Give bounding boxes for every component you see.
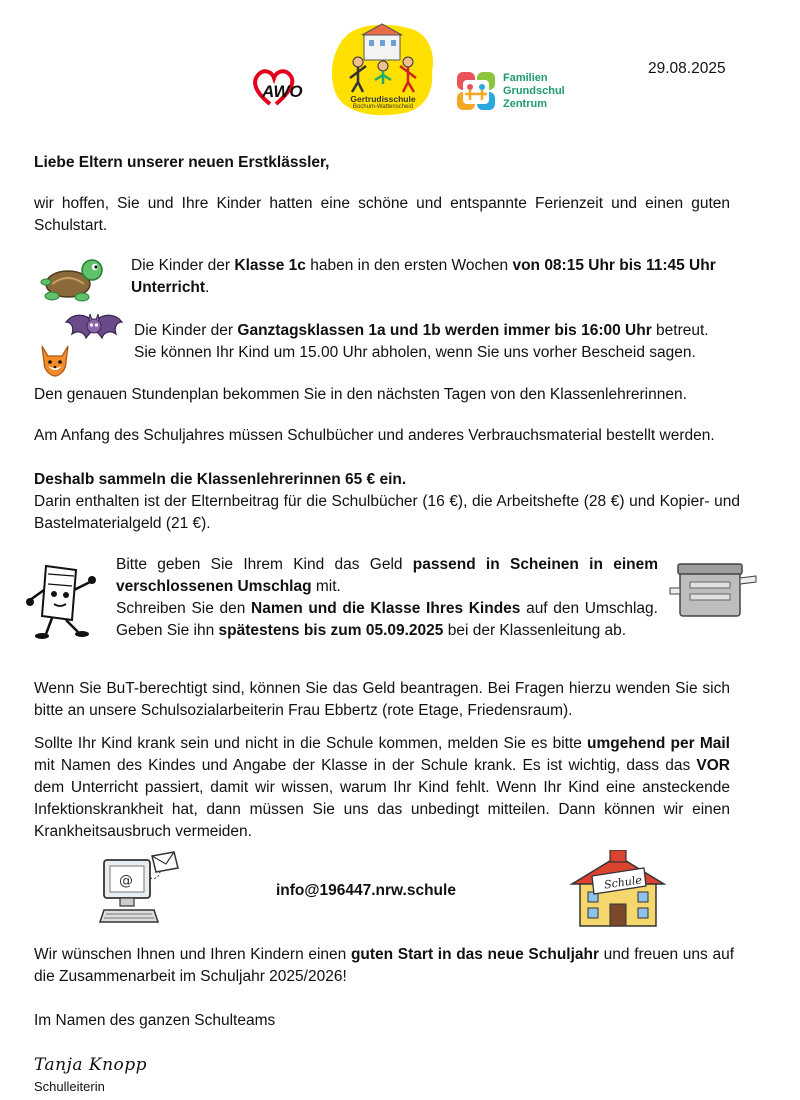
ganztag-classes: Ganztagsklassen 1a und 1b werden immer bis 16:00 Uhr [237, 322, 652, 339]
fgz-logo-line3: Zentrum [503, 98, 547, 110]
svg-text:@: @ [119, 873, 133, 889]
wunsch-text-c: und freuen uns auf die Zusammenarbeit im Schuljahr 2025/2026! [34, 946, 734, 985]
awo-logo-text: AWO [262, 82, 303, 101]
geld-text-d: Schreiben Sie den [116, 600, 251, 617]
class-1c-text-a: Die Kinder der [131, 257, 235, 274]
closing-line: Im Namen des ganzen Schulteams [34, 1012, 276, 1029]
wunsch-start: guten Start in das neue Schuljahr [350, 946, 600, 963]
class-1c-times: von 08:15 Uhr bis 11:45 Uhr Unterricht [131, 257, 716, 296]
computer-mail-icon [96, 850, 180, 928]
sammeln-line: Deshalb sammeln die Klassenlehrerinnen 65 € ein. [34, 471, 407, 488]
fgz-logo-line1: Familien [503, 72, 548, 84]
letter-date: 29.08.2025 [648, 60, 726, 77]
turtle-icon [38, 254, 104, 302]
ganztag-pickup: Sie können Ihr Kind um 15.00 Uhr abholen, wenn Sie uns vorher Bescheid sagen. [134, 344, 696, 361]
ganztag-paragraph [134, 320, 734, 364]
krank-vor: VOR [696, 757, 730, 774]
class-1c-text-e: . [205, 279, 210, 296]
school-logo [328, 22, 438, 118]
wunsch-text-a: Wir wünschen Ihnen und Ihren Kindern einen [34, 946, 351, 963]
copier-icon [668, 558, 758, 620]
schulbuecher-paragraph: Am Anfang des Schuljahres müssen Schulbücher und anderes Verbrauchsmaterial bestellt werden. [34, 427, 715, 444]
geld-text-a: Bitte geben Sie Ihrem Kind das Geld [116, 556, 413, 573]
wunsch-paragraph [34, 944, 734, 988]
fox-icon [34, 340, 76, 380]
krank-text-c: mit Namen des Kindes und Angabe der Klasse in der Schule krank. Es ist wichtig, dass das [34, 757, 697, 774]
geld-text-h: bei der Klassenleitung ab. [443, 622, 627, 639]
school-logo-sub: Bochum-Wattenscheid [352, 104, 414, 110]
ganztag-text-a: Die Kinder der [134, 322, 238, 339]
krank-mail: umgehend per Mail [587, 735, 730, 752]
geld-text-c: mit. [311, 578, 341, 595]
geld-envelope: passend in Scheinen in einem verschlossenen Umschlag [116, 556, 658, 595]
geld-deadline: spätestens bis zum 05.09.2025 [218, 622, 444, 639]
school-email-link[interactable]: info@196447.nrw.schule [276, 882, 456, 899]
krank-paragraph [34, 733, 730, 843]
school-sign-label: Schule [603, 873, 643, 892]
ganztag-text-c: betreut. [651, 322, 709, 339]
darin-paragraph: Darin enthalten ist der Elternbeitrag für die Schulbücher (16 €), die Arbeitshefte (28 €) und Kopier- und Bastelmaterialgeld (21 €). [34, 493, 740, 532]
krank-text-a: Sollte Ihr Kind krank sein und nicht in die Schule kommen, melden Sie es bitte [34, 735, 588, 752]
geld-text-f: auf den Umschlag. Geben Sie ihn [116, 600, 658, 639]
krank-text-e: dem Unterricht passiert, damit wir wissen, warum Ihr Kind fehlt. Wenn Ihr Kind eine ansteckende Infektionskrankheit hat, dann müssen Sie uns das unbedingt mitteilen. Dann können wir einen Krankheitsausbruch vermeiden. [34, 779, 730, 840]
geld-paragraph [116, 554, 658, 642]
fgz-logo-line2: Grundschul [503, 85, 565, 97]
intro-paragraph: wir hoffen, Sie und Ihre Kinder hatten eine schöne und entspannte Ferienzeit und einen guten Schulstart. [34, 195, 730, 234]
but-paragraph: Wenn Sie BuT-berechtigt sind, können Sie das Geld beantragen. Bei Fragen hierzu wenden Sie sich bitte an unsere Schulsozialarbeiterin Frau Ebbertz (rote Etage, Friedensraum). [34, 680, 730, 719]
school-logo-name: Gertrudisschule [350, 94, 416, 104]
signer-role: Schulleiterin [34, 1079, 105, 1094]
geld-name-class: Namen und die Klasse Ihres Kindes [251, 600, 521, 617]
class-1c-text-c: haben in den ersten Wochen [305, 257, 513, 274]
greeting: Liebe Eltern unserer neuen Erstklässler, [34, 154, 330, 171]
running-paper-icon [24, 560, 102, 640]
signature: Tanja Knopp [34, 1055, 148, 1075]
stundenplan-paragraph: Den genauen Stundenplan bekommen Sie in den nächsten Tagen von den Klassenlehrerinnen. [34, 386, 687, 403]
awo-logo [250, 64, 310, 110]
school-building-icon [566, 850, 670, 930]
class-1c-paragraph [131, 255, 731, 299]
class-1c-label: Klasse 1c [234, 257, 306, 274]
fgz-logo [455, 70, 595, 114]
